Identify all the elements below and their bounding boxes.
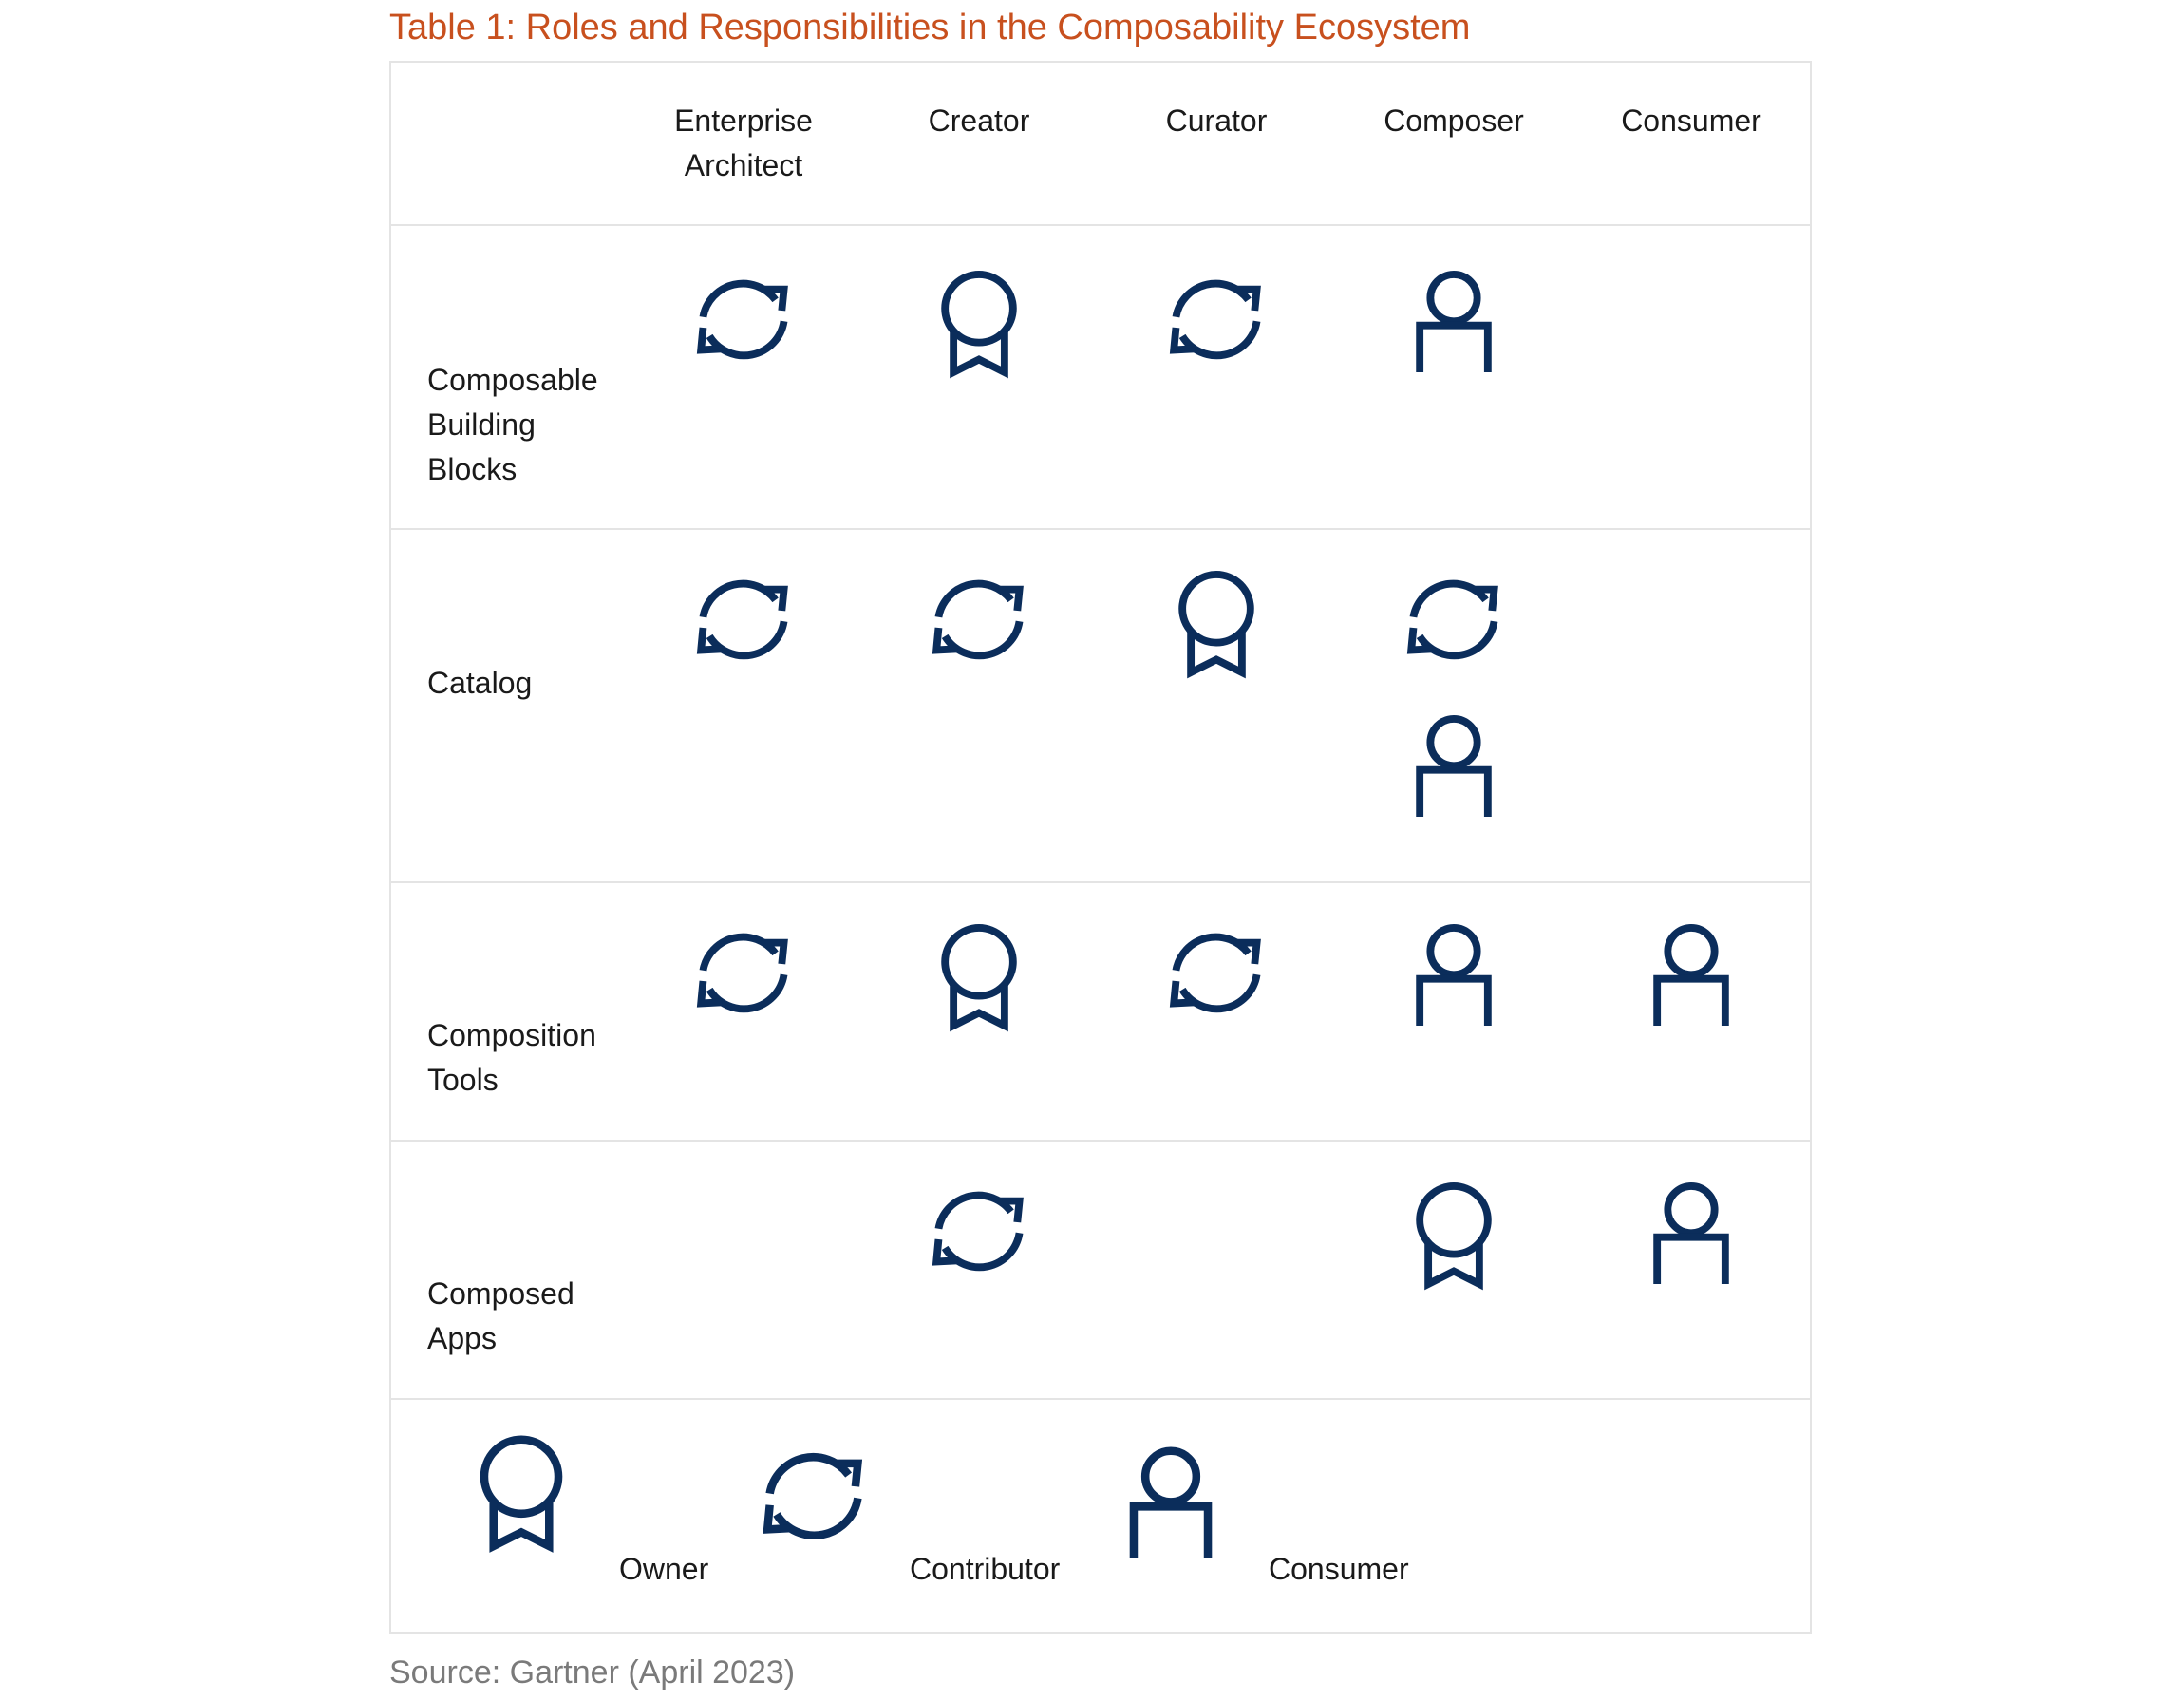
legend-owner-label: Owner bbox=[619, 1552, 709, 1586]
person-icon bbox=[1401, 919, 1507, 1036]
person-icon bbox=[1638, 919, 1744, 1036]
row-header-line: Composition bbox=[427, 1018, 596, 1052]
person-icon bbox=[1401, 710, 1507, 827]
ribbon-badge-icon bbox=[1163, 566, 1270, 683]
row-header-line: Blocks bbox=[427, 452, 518, 486]
col-header-creator bbox=[870, 99, 1088, 143]
col-header-composer bbox=[1345, 99, 1563, 143]
col-header-line: Architect bbox=[684, 148, 803, 182]
col-header-consumer bbox=[1582, 99, 1800, 143]
row-header-line: Composable bbox=[427, 363, 598, 397]
row-header-line: Building bbox=[427, 407, 536, 442]
row-header-composition-tools bbox=[427, 1013, 646, 1103]
refresh-cycle-icon bbox=[926, 1178, 1032, 1294]
row-divider bbox=[389, 528, 1812, 530]
row-header-composable-building-blocks bbox=[427, 358, 646, 492]
col-header-line: Curator bbox=[1165, 104, 1268, 138]
row-header-line: Composed bbox=[427, 1276, 574, 1311]
refresh-cycle-icon bbox=[1163, 266, 1270, 383]
row-divider bbox=[389, 881, 1812, 883]
person-icon bbox=[1113, 1442, 1229, 1569]
legend-contributor-label: Contributor bbox=[910, 1552, 1061, 1586]
refresh-cycle-icon bbox=[1163, 919, 1270, 1036]
row-header-line: Tools bbox=[427, 1063, 499, 1097]
col-header-line: Enterprise bbox=[674, 104, 813, 138]
refresh-cycle-icon bbox=[756, 1438, 872, 1565]
col-header-enterprise-architect bbox=[634, 99, 853, 188]
refresh-cycle-icon bbox=[1401, 566, 1507, 683]
row-divider bbox=[389, 1398, 1812, 1400]
refresh-cycle-icon bbox=[926, 566, 1032, 683]
refresh-cycle-icon bbox=[690, 566, 797, 683]
col-header-line: Composer bbox=[1384, 104, 1524, 138]
source-note: Source: Gartner (April 2023) bbox=[389, 1654, 796, 1691]
person-icon bbox=[1638, 1178, 1744, 1294]
ribbon-badge-icon bbox=[1401, 1178, 1507, 1294]
legend-consumer-label: Consumer bbox=[1269, 1552, 1409, 1586]
row-divider bbox=[389, 1140, 1812, 1142]
row-header-composed-apps bbox=[427, 1272, 646, 1361]
refresh-cycle-icon bbox=[690, 266, 797, 383]
refresh-cycle-icon bbox=[690, 919, 797, 1036]
table-title: Table 1: Roles and Responsibilities in the Composability Ecosystem bbox=[389, 8, 1471, 47]
row-header-line: Apps bbox=[427, 1321, 497, 1355]
col-header-line: Creator bbox=[928, 104, 1030, 138]
person-icon bbox=[1401, 266, 1507, 383]
row-header-line: Catalog bbox=[427, 666, 533, 700]
header-divider bbox=[389, 224, 1812, 226]
col-header-line: Consumer bbox=[1621, 104, 1761, 138]
ribbon-badge-icon bbox=[463, 1430, 579, 1558]
ribbon-badge-icon bbox=[926, 266, 1032, 383]
ribbon-badge-icon bbox=[926, 919, 1032, 1036]
row-header-catalog bbox=[427, 661, 646, 706]
col-header-curator bbox=[1107, 99, 1326, 143]
